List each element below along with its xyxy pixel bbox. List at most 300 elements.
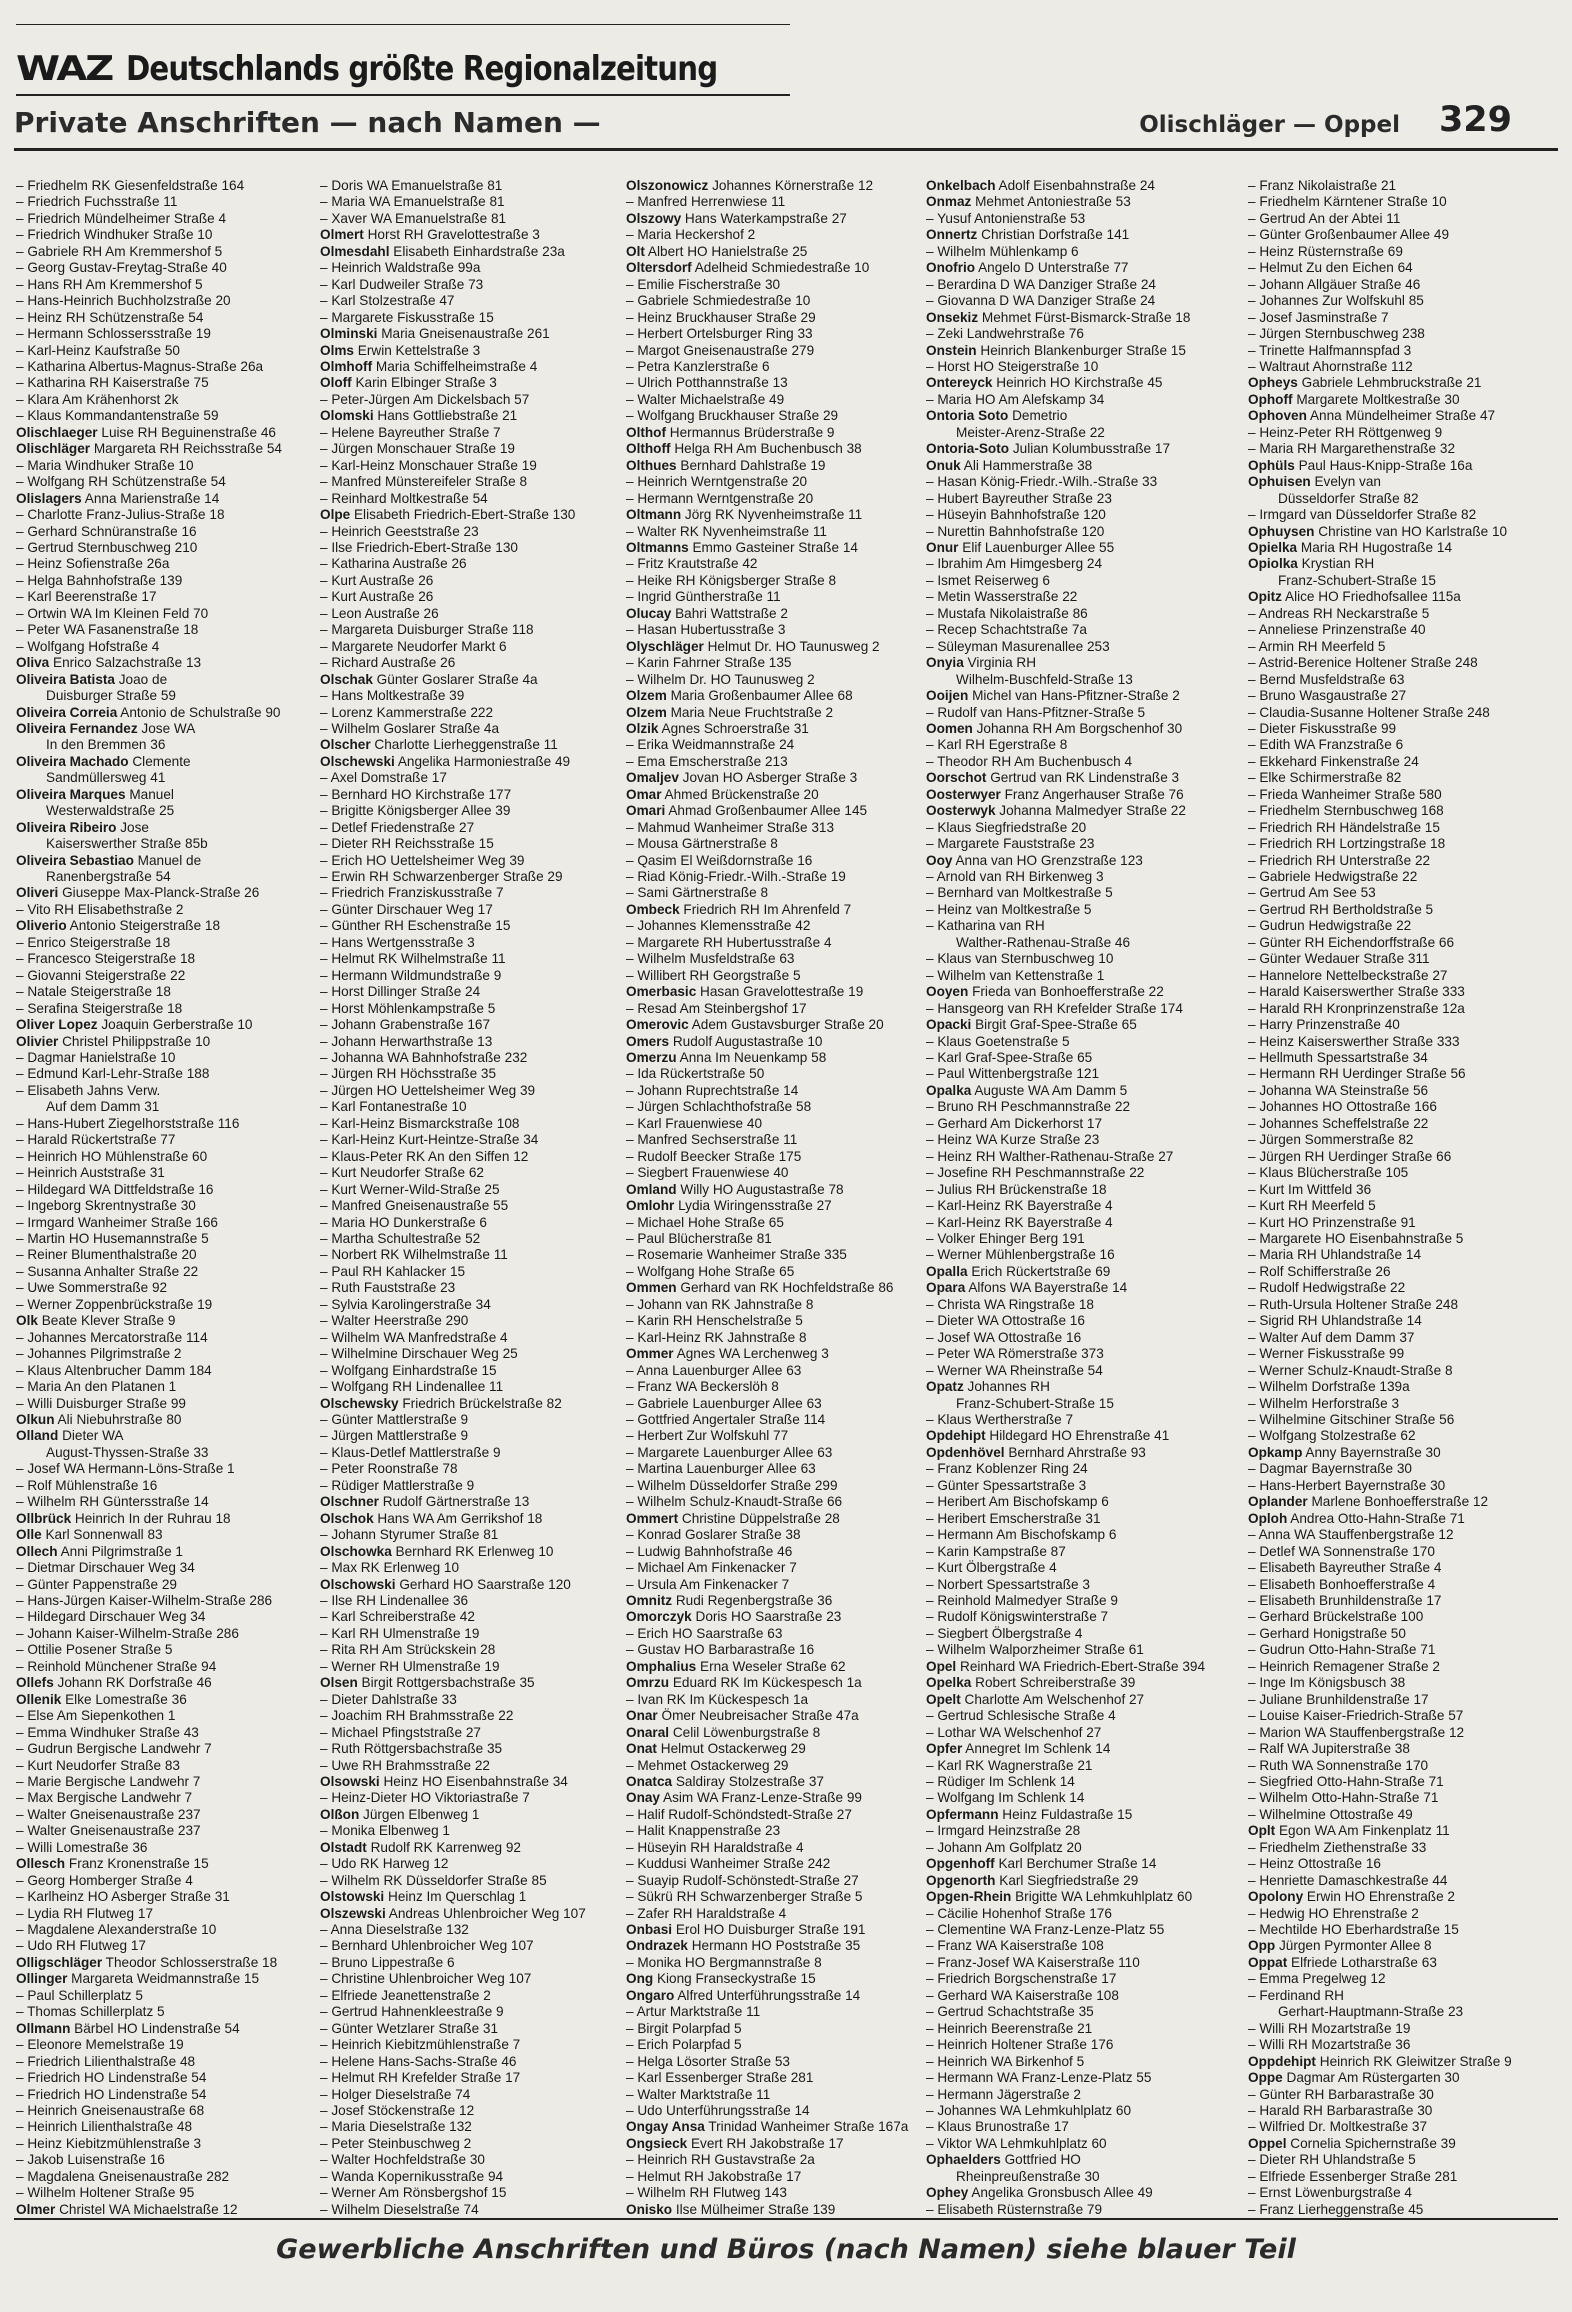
listing-entry: – Edith WA Franzstraße 6 <box>1248 737 1404 753</box>
listing-entry: – Margarete Fauststraße 23 <box>926 836 1095 852</box>
listing-entry: Opheys Gabriele Lehmbruckstraße 21 <box>1248 375 1482 391</box>
listing-entry: – Michael Pfingststraße 27 <box>320 1724 481 1740</box>
listing-entry: – Wilhelm Goslarer Straße 4a <box>320 720 500 736</box>
listing-entry: Opielka Maria RH Hugostraße 14 <box>1248 539 1452 555</box>
listing-entry: – Clementine WA Franz-Lenze-Platz 55 <box>926 1922 1165 1938</box>
listing-entry: Oliver Lopez Joaquin Gerberstraße 10 <box>16 1017 253 1033</box>
listing-entry: Oliveira Fernandez Jose WA <box>16 720 196 736</box>
listing-entry: Oliveira Sebastiao Manuel de <box>16 852 202 868</box>
listing-entry: – Manfred Gneisenaustraße 55 <box>320 1198 509 1214</box>
listing-entry: – Hüseyin RH Haraldstraße 4 <box>626 1839 804 1855</box>
listing-entry: – Heinrich Remagener Straße 2 <box>1248 1658 1440 1674</box>
listing-entry: Omerovic Adem Gustavsburger Straße 20 <box>626 1017 884 1033</box>
listing-entry: – Bernhard HO Kirchstraße 177 <box>320 786 512 802</box>
listing-entry: Ooyen Frieda van Bonhoefferstraße 22 <box>926 984 1164 1000</box>
listing-entry: – Friedrich Lilienthalstraße 48 <box>16 2053 196 2069</box>
listing-entry: – Jürgen Sternbuschweg 238 <box>1248 326 1425 342</box>
listing-entry: Ondrazek Hermann HO Poststraße 35 <box>626 1938 861 1954</box>
listing-entry: – Ottilie Posener Straße 5 <box>16 1642 173 1658</box>
listing-entry: Opgen-Rhein Brigitte WA Lehmkuhlplatz 60 <box>926 1889 1193 1905</box>
listing-entry: – Karl-Heinz Kurt-Heintze-Straße 34 <box>320 1132 539 1148</box>
listing-entry: – Waltraut Ahornstraße 112 <box>1248 358 1413 374</box>
listing-entry: – Uwe RH Brahmsstraße 22 <box>320 1757 490 1773</box>
listing-entry: – Halit Knappenstraße 23 <box>626 1823 781 1839</box>
listing-entry: – Ivan RK Im Kückespesch 1a <box>626 1691 809 1707</box>
listing-entry: – Thomas Schillerplatz 5 <box>16 2004 165 2020</box>
listing-entry: – Horst Dillinger Straße 24 <box>320 984 481 1000</box>
listing-entry: – Irmgard Heinzstraße 28 <box>926 1823 1081 1839</box>
listing-entry: – Heinz-Dieter HO Viktoriastraße 7 <box>320 1790 530 1806</box>
listing-entry: – Heinz WA Kurze Straße 23 <box>926 1132 1100 1148</box>
listing-entry: Opgenorth Karl Siegfriedstraße 29 <box>926 1872 1139 1888</box>
listing-entry: Oliva Enrico Salzachstraße 13 <box>16 655 202 671</box>
listing-entry: – Maria HO Am Alefskamp 34 <box>926 391 1105 407</box>
listing-entry: – Marie Bergische Landwehr 7 <box>16 1773 201 1789</box>
listing-entry: Omphalius Erna Weseler Straße 62 <box>626 1658 846 1674</box>
listing-entry: – Emma Pregelweg 12 <box>1248 1971 1386 1987</box>
listing-entry: Opara Alfons WA Bayerstraße 14 <box>926 1280 1128 1296</box>
listing-entry: Oliveira Machado Clemente <box>16 753 191 769</box>
listing-entry: Olligschläger Theodor Schlosserstraße 18 <box>16 1954 278 1970</box>
listing-entry: Olomski Hans Gottliebstraße 21 <box>320 408 518 424</box>
listing-entry: Oorschot Gertrud van RK Lindenstraße 3 <box>926 770 1180 786</box>
listing-entry: Onat Helmut Ostackerweg 29 <box>626 1741 806 1757</box>
listing-entry: – Rudolf Hedwigstraße 22 <box>1248 1280 1406 1296</box>
listing-entry: Oloff Karin Elbinger Straße 3 <box>320 375 497 391</box>
listing-entry: – Wilhelm Düsseldorfer Straße 299 <box>626 1477 838 1493</box>
listing-entry: – Klaus Siegfriedstraße 20 <box>926 819 1087 835</box>
listing-entry: – Hildegard Dirschauer Weg 34 <box>16 1609 206 1625</box>
listing-entry: – Manfred Sechserstraße 11 <box>626 1132 798 1148</box>
listing-entry: – Peter Roonstraße 78 <box>320 1461 458 1477</box>
listing-entry: – Volker Ehinger Berg 191 <box>926 1231 1085 1246</box>
listing-entry: – Christa WA Ringstraße 18 <box>926 1296 1094 1312</box>
listing-entry: – Heinz Kaiserswerther Straße 333 <box>1248 1033 1460 1049</box>
listing-entry: – Franz WA Beckerslöh 8 <box>626 1379 779 1395</box>
listing-entry: – Cäcilie Hohenhof Straße 176 <box>926 1905 1112 1921</box>
listing-entry: – Walter Auf dem Damm 37 <box>1248 1329 1415 1345</box>
listing-entry: – Helene Bayreuther Straße 7 <box>320 424 501 440</box>
listing-entry: – Heinrich Holtener Straße 176 <box>926 2037 1114 2053</box>
listing-entry: – Karl Graf-Spee-Straße 65 <box>926 1050 1093 1066</box>
listing-entry: – Doris WA Emanuelstraße 81 <box>320 178 503 193</box>
listing-entry: – Recep Schachtstraße 7a <box>926 622 1087 638</box>
listing-entry: – Harald RH Barbarastraße 30 <box>1248 2103 1433 2119</box>
listing-entry: – Margarete HO Eisenbahnstraße 5 <box>1248 1231 1464 1246</box>
listing-entry: – Erich HO Uettelsheimer Weg 39 <box>320 852 525 868</box>
listing-entry: Opp Jürgen Pyrmonter Allee 8 <box>1248 1938 1432 1954</box>
listing-entry: – Udo RK Harweg 12 <box>320 1856 449 1872</box>
listing-entry: Omerzu Anna Im Neuenkamp 58 <box>626 1050 827 1066</box>
listing-entry: – Erich HO Saarstraße 63 <box>626 1625 783 1641</box>
listing-entry: – Elisabeth Bayreuther Straße 4 <box>1248 1560 1442 1576</box>
listing-entry: – Resad Am Steinbergshof 17 <box>626 1000 807 1016</box>
listing-entry: – Friedrich Fuchsstraße 11 <box>16 194 178 210</box>
listing-entry: – Margareta Duisburger Straße 118 <box>320 622 534 638</box>
listing-entry: – Rüdiger Mattlerstraße 9 <box>320 1477 475 1493</box>
listing-entry: – Bruno Wasgaustraße 27 <box>1248 688 1407 704</box>
listing-entry: – Paul Wittenbergstraße 121 <box>926 1066 1100 1082</box>
listing-entry: – Kurt Austraße 26 <box>320 572 434 588</box>
listing-entry: – Klaus Goetenstraße 5 <box>926 1033 1070 1049</box>
listing-entry: – Wilhelm Walporzheimer Straße 61 <box>926 1642 1144 1658</box>
listing-entry: – Anna Dieselstraße 132 <box>320 1922 469 1938</box>
listing-entry: – Wilhelmine Gitschiner Straße 56 <box>1248 1411 1455 1427</box>
listing-entry: – Johann Kaiser-Wilhelm-Straße 286 <box>16 1625 239 1641</box>
listing-entry: Oosterwyer Franz Angerhauser Straße 76 <box>926 786 1184 802</box>
listing-entry: – Harald Rückertstraße 77 <box>16 1132 176 1148</box>
listing-entry: Onnertz Christian Dorfstraße 141 <box>926 227 1130 243</box>
listing-entry: Olpe Elisabeth Friedrich-Ebert-Straße 130 <box>320 507 576 523</box>
listing-entry: – Harry Prinzenstraße 40 <box>1248 1017 1400 1033</box>
listing-entry: – Werner WA Rheinstraße 54 <box>926 1362 1103 1378</box>
listing-entry: – Hermann WA Franz-Lenze-Platz 55 <box>926 2070 1152 2086</box>
listing-entry: – Gerhard Schnüranstraße 16 <box>16 523 197 539</box>
listing-entry: – Rüdiger Im Schlenk 14 <box>926 1773 1075 1789</box>
listing-entry: – Josef WA Hermann-Löns-Straße 1 <box>16 1461 235 1477</box>
listing-entry: – Kurt Neudorfer Straße 83 <box>16 1757 180 1773</box>
listing-entry: – Ruth Fauststraße 23 <box>320 1280 456 1296</box>
listing-entry: – Willi Duisburger Straße 99 <box>16 1395 186 1411</box>
listing-entry: – Karl-Heinz Bismarckstraße 108 <box>320 1115 520 1131</box>
listing-entry: – Günter RH Barbarastraße 30 <box>1248 2086 1434 2102</box>
listing-entry: – Anneliese Prinzenstraße 40 <box>1248 622 1426 638</box>
listing-entry: Oliveira Correia Antonio de Schulstraße 90 <box>16 704 281 720</box>
listing-entry: – Hermann Wildmundstraße 9 <box>320 967 502 983</box>
listing-entry: – Walter Michaelstraße 49 <box>626 391 785 407</box>
listing-entry: – Natale Steigerstraße 18 <box>16 984 171 1000</box>
listing-entry: Olsowski Heinz HO Eisenbahnstraße 34 <box>320 1773 568 1789</box>
listing-entry: Ong Kiong Franseckystraße 15 <box>626 1971 816 1987</box>
listing-entry: – Margarete Fiskusstraße 15 <box>320 309 494 325</box>
listing-entry: Oliveira Batista Joao de <box>16 671 168 687</box>
listing-entry: – Norbert Spessartstraße 3 <box>926 1576 1090 1592</box>
listing-entry: – Karl-Heinz RK Bayerstraße 4 <box>926 1198 1113 1214</box>
listing-entry: Onar Ömer Neubreisacher Straße 47a <box>626 1708 859 1724</box>
listing-entry: – Werner Schulz-Knaudt-Straße 8 <box>1248 1362 1453 1378</box>
listing-entry: – Ferdinand RH <box>1248 1987 1344 2003</box>
listing-entry: – Georg Gustav-Freytag-Straße 40 <box>16 260 227 276</box>
listing-entry: – Claudia-Susanne Holtener Straße 248 <box>1248 704 1490 720</box>
listing-entry: Olzem Maria Neue Fruchtstraße 2 <box>626 704 834 720</box>
listing-entry: – Josefine RH Peschmannstraße 22 <box>926 1165 1145 1181</box>
listing-entry: Ollmann Bärbel HO Lindenstraße 54 <box>16 2020 240 2036</box>
listing-entry: – Suayip Rudolf-Schönstedt-Straße 27 <box>626 1872 859 1888</box>
listing-entry: – Franz Koblenzer Ring 24 <box>926 1461 1088 1477</box>
listing-entry: Olzik Agnes Schroerstraße 31 <box>626 720 809 736</box>
listing-entry: – Hermann RH Uerdinger Straße 56 <box>1248 1066 1466 1082</box>
listing-entry: – Kurt Im Wittfeld 36 <box>1248 1181 1372 1197</box>
listing-entry: – Jakob Luisenstraße 16 <box>16 2152 165 2168</box>
listing-entry: – Margot Gneisenaustraße 279 <box>626 342 815 358</box>
listing-entry: Olislagers Anna Marienstraße 14 <box>16 490 220 506</box>
listing-entry: – Johannes Mercatorstraße 114 <box>16 1329 208 1345</box>
listing-entry: – Karl Schreiberstraße 42 <box>320 1609 475 1625</box>
listing-entry: – Michael Hohe Straße 65 <box>626 1214 784 1230</box>
listing-entry: – Lothar WA Welschenhof 27 <box>926 1724 1102 1740</box>
listing-entry: – Hasan König-Friedr.-Wilh.-Straße 33 <box>926 474 1158 490</box>
listing-entry: – Yusuf Antonienstraße 53 <box>926 210 1086 226</box>
listing-entry: – Heinrich RH Gustavstraße 2a <box>626 2152 815 2168</box>
listing-entry: Onkelbach Adolf Eisenbahnstraße 24 <box>926 178 1155 193</box>
listing-entry: – Gerhard WA Kaiserstraße 108 <box>926 1987 1119 2003</box>
listing-entry: – Dieter WA Ottostraße 16 <box>926 1313 1085 1329</box>
listing-entry: – Wilhelm RK Düsseldorfer Straße 85 <box>320 1872 547 1888</box>
listing-entry: – Dieter RH Uhlandstraße 5 <box>1248 2152 1416 2168</box>
listing-entry: – Lorenz Kammerstraße 222 <box>320 704 494 720</box>
masthead-rule <box>16 94 790 96</box>
listing-entry: – Margarete Lauenburger Allee 63 <box>626 1444 833 1460</box>
listing-entry: Omaljev Jovan HO Asberger Straße 3 <box>626 770 858 786</box>
listing-entry: – Dagmar Hanielstraße 10 <box>16 1050 176 1066</box>
listing-entry: – Klara Am Krähenhorst 2k <box>16 391 179 407</box>
listing-entry: Ongay Ansa Trinidad Wanheimer Straße 167a <box>626 2119 909 2135</box>
listing-entry: Ophaelders Gottfried HO <box>926 2152 1081 2168</box>
listing-entry: – Ernst Löwenburgstraße 4 <box>1248 2185 1412 2201</box>
listing-entry: – Karin RH Henschelstraße 5 <box>626 1313 803 1329</box>
listing-entry: – Maria RH Margarethenstraße 32 <box>1248 441 1456 457</box>
listing-entry: Olszowy Hans Waterkampstraße 27 <box>626 210 847 226</box>
listing-entry: – Sigrid RH Uhlandstraße 14 <box>1248 1313 1422 1329</box>
listing-entry: Oppat Elfriede Lotharstraße 63 <box>1248 1954 1437 1970</box>
listing-entry: – Wolfgang Hohe Straße 65 <box>626 1263 795 1279</box>
listing-entry: – Detlef WA Sonnenstraße 170 <box>1248 1543 1435 1559</box>
listing-entry: – Lydia RH Flutweg 17 <box>16 1905 154 1921</box>
listing-entry: – Reinhard Moltkestraße 54 <box>320 490 488 506</box>
listing-entry: – Ortwin WA Im Kleinen Feld 70 <box>16 605 209 621</box>
listing-entry: – Heinrich Lilienthalstraße 48 <box>16 2119 193 2135</box>
listing-entry: – Karl RH Egerstraße 8 <box>926 737 1068 753</box>
listing-entry: – Helga Lösorter Straße 53 <box>626 2053 790 2069</box>
listing-entry: Rheinpreußenstraße 30 <box>956 2168 1100 2184</box>
listing-entry: – Hans Moltkestraße 39 <box>320 688 465 704</box>
listing-entry: – Friedhelm RK Giesenfeldstraße 164 <box>16 178 245 193</box>
listing-entry: – Karin Fahrner Straße 135 <box>626 655 792 671</box>
listing-entry: – Josef Jasminstraße 7 <box>1248 309 1389 325</box>
listing-entry: – Elisabeth Rüsternstraße 79 <box>926 2201 1103 2217</box>
listing-entry: – Reinhold Münchener Straße 94 <box>16 1658 217 1674</box>
listing-entry: – Günter Pappenstraße 29 <box>16 1576 177 1592</box>
listing-entry: Olischläger Margareta RH Reichsstraße 54 <box>16 441 282 457</box>
listing-entry: – Hans-Jürgen Kaiser-Wilhelm-Straße 286 <box>16 1592 273 1608</box>
listing-entry: – Hansgeorg van RH Krefelder Straße 174 <box>926 1000 1183 1016</box>
listing-entry: – Siegbert Ölbergstraße 4 <box>926 1625 1083 1641</box>
listing-entry: – Kurt RH Meerfeld 5 <box>1248 1198 1376 1214</box>
listing-entry: – Günter RH Eichendorffstraße 66 <box>1248 934 1455 950</box>
listing-entry: – Walter Gneisenaustraße 237 <box>16 1823 201 1839</box>
listing-entry: – Norbert RK Wilhelmstraße 11 <box>320 1247 508 1263</box>
listing-entry: – Giovanni Steigerstraße 22 <box>16 967 186 983</box>
newspaper-tagline: Deutschlands größte Regionalzeitung <box>126 49 718 89</box>
listing-entry: – Dietmar Dirschauer Weg 34 <box>16 1560 195 1576</box>
listing-entry: – Hans Wertgensstraße 3 <box>320 934 475 950</box>
listing-entry: – Klaus Blücherstraße 105 <box>1248 1165 1409 1181</box>
listing-entry: – Peter WA Römerstraße 373 <box>926 1346 1104 1362</box>
listing-entry: Olyschläger Helmut Dr. HO Taunusweg 2 <box>626 638 880 654</box>
listing-entry: Oppe Dagmar Am Rüstergarten 30 <box>1248 2070 1460 2086</box>
listing-entry: – Klaus Altenbrucher Damm 184 <box>16 1362 212 1378</box>
listing-entry: – Astrid-Berenice Holtener Straße 248 <box>1248 655 1478 671</box>
listing-entry: – Wilhelm Musfeldstraße 63 <box>626 951 795 967</box>
listing-entry: – Ema Emscherstraße 213 <box>626 753 788 769</box>
listing-entry: – Else Am Siepenkothen 1 <box>16 1708 176 1724</box>
listing-entry: – Walter Heerstraße 290 <box>320 1313 469 1329</box>
listing-entry: – Hermann Jägerstraße 2 <box>926 2086 1081 2102</box>
listing-entry: Olle Karl Sonnenwall 83 <box>16 1527 163 1543</box>
listing-entry: Ommer Agnes WA Lerchenweg 3 <box>626 1346 829 1362</box>
listing-entry: Olthof Hermannus Brüderstraße 9 <box>626 424 835 440</box>
listing-entry: – Heike RH Königsberger Straße 8 <box>626 572 837 588</box>
listing-entry: – Heinz Sofienstraße 26a <box>16 556 170 572</box>
listing-entry: – Ekkehard Finkenstraße 24 <box>1248 753 1419 769</box>
listing-entry: Omari Ahmad Großenbaumer Allee 145 <box>626 803 868 819</box>
listing-entry: – Gerhard Brückelstraße 100 <box>1248 1609 1424 1625</box>
listing-entry: – Bernhard van Moltkestraße 5 <box>926 885 1113 901</box>
listing-entry: – Heinrich WA Birkenhof 5 <box>926 2053 1085 2069</box>
listing-entry: – Reiner Blumenthalstraße 20 <box>16 1247 197 1263</box>
listing-entry: – Peter Steinbuschweg 2 <box>320 2135 472 2151</box>
listing-entry: – Magdalena Gneisenaustraße 282 <box>16 2168 230 2184</box>
listing-entry: Oploh Andrea Otto-Hahn-Straße 71 <box>1248 1510 1465 1526</box>
listing-entry: – Kurt Ölbergstraße 4 <box>926 1560 1057 1576</box>
listing-entry: – Gertrud An der Abtei 11 <box>1248 210 1401 226</box>
listing-entry: – Metin Wasserstraße 22 <box>926 589 1078 605</box>
listing-entry: – Vito RH Elisabethstraße 2 <box>16 901 184 917</box>
listing-entry: – Gerhard Honigstraße 50 <box>1248 1625 1406 1641</box>
listing-entry: – Udo Unterführungsstraße 14 <box>626 2103 810 2119</box>
listing-entry: Ophüls Paul Haus-Knipp-Straße 16a <box>1248 457 1473 473</box>
listing-entry: – Karl Frauenwiese 40 <box>626 1115 763 1131</box>
listing-entry: Opiolka Krystian RH <box>1248 556 1375 572</box>
listing-entry: – Konrad Goslarer Straße 38 <box>626 1527 801 1543</box>
listing-entry: – Sükrü RH Schwarzenberger Straße 5 <box>626 1889 863 1905</box>
listing-entry: – Ruth Röttgersbachstraße 35 <box>320 1741 503 1757</box>
listing-entry: Onaral Celil Löwenburgstraße 8 <box>626 1724 821 1740</box>
listing-entry: Ophey Angelika Gronsbusch Allee 49 <box>926 2185 1153 2201</box>
listing-entry: – Jürgen Schlachthofstraße 58 <box>626 1099 812 1115</box>
listing-entry: – Manfred Münstereifeler Straße 8 <box>320 474 528 490</box>
listing-entry: Olschowski Gerhard HO Saarstraße 120 <box>320 1576 571 1592</box>
listing-entry: – Mehmet Ostackerweg 29 <box>626 1757 789 1773</box>
page-number: 329 <box>1438 100 1512 140</box>
listing-entry: – Günther RH Eschenstraße 15 <box>320 918 511 934</box>
listing-entry: – Ludwig Bahnhofstraße 46 <box>626 1543 793 1559</box>
listing-entry: – Gudrun Bergische Landwehr 7 <box>16 1741 212 1757</box>
listing-entry: In den Bremmen 36 <box>46 737 166 753</box>
listing-entry: – Friedrich RH Lortzingstraße 18 <box>1248 836 1446 852</box>
listing-entry: – Werner Zoppenbrückstraße 19 <box>16 1296 213 1312</box>
listing-entry: – Klaus-Detlef Mattlerstraße 9 <box>320 1444 501 1460</box>
listing-entry: – Maria An den Platanen 1 <box>16 1379 177 1395</box>
listing-entry: – Johann Herwarthstraße 13 <box>320 1033 493 1049</box>
listing-entry: – Bruno RH Peschmannstraße 22 <box>926 1099 1131 1115</box>
listing-entry: Olmhoff Maria Schiffelheimstraße 4 <box>320 358 538 374</box>
listing-entry: – Gerhard Am Dickerhorst 17 <box>926 1115 1103 1131</box>
listing-entry: Onur Elif Lauenburger Allee 55 <box>926 539 1115 555</box>
listing-entry: – Hermann Werntgenstraße 20 <box>626 490 814 506</box>
listing-entry: Olschak Günter Goslarer Straße 4a <box>320 671 538 687</box>
listing-entry: – Friedrich Mündelheimer Straße 4 <box>16 210 227 226</box>
listing-entry: – Jürgen Sommerstraße 82 <box>1248 1132 1414 1148</box>
listing-entry: – Julius RH Brückenstraße 18 <box>926 1181 1107 1197</box>
listing-entry: – Ilse Friedrich-Ebert-Straße 130 <box>320 539 518 555</box>
listing-entry: – Friedrich Borgschenstraße 17 <box>926 1971 1117 1987</box>
listing-entry: – Petra Kanzlerstraße 6 <box>626 358 770 374</box>
listing-entry: Onyia Virginia RH <box>926 655 1037 671</box>
listing-entry: – Hans RH Am Kremmershof 5 <box>16 276 203 292</box>
listing-entry: – Karl RK Wagnerstraße 21 <box>926 1757 1093 1773</box>
listing-entry: – Süleyman Masurenallee 253 <box>926 638 1110 654</box>
listing-entry: – Joachim RH Brahmsstraße 22 <box>320 1708 514 1724</box>
listing-entry: Olschner Rudolf Gärtnerstraße 13 <box>320 1494 530 1510</box>
listing-entry: – Walter Hochfeldstraße 30 <box>320 2152 485 2168</box>
newspaper-logo: WAZ <box>16 49 113 89</box>
listing-entry: Onmaz Mehmet Antoniestraße 53 <box>926 194 1131 210</box>
listing-entry: – Karin Kampstraße 87 <box>926 1543 1066 1559</box>
listing-entry: – Paul Schillerplatz 5 <box>16 1987 143 2003</box>
listing-entry: – Ida Rückertstraße 50 <box>626 1066 765 1082</box>
listing-entry: – Henriette Damaschkestraße 44 <box>1248 1872 1448 1888</box>
listing-entry: – Johann Ruprechtstraße 14 <box>626 1082 799 1098</box>
listing-entry: Ontoria Soto Demetrio <box>926 408 1068 424</box>
listing-entry: – Klaus Kommandantenstraße 59 <box>16 408 219 424</box>
listing-entry: Meister-Arenz-Straße 22 <box>956 424 1105 440</box>
listing-entry: Opel Reinhard WA Friedrich-Ebert-Straße 394 <box>926 1658 1206 1674</box>
listing-entry: Ommert Christine Düppelstraße 28 <box>626 1510 840 1526</box>
listing-entry: – Rolf Schifferstraße 26 <box>1248 1263 1391 1279</box>
listing-entry: Olthoff Helga RH Am Buchenbusch 38 <box>626 441 862 457</box>
footer-rule <box>14 2218 1558 2220</box>
listing-entry: – Günter Dirschauer Weg 17 <box>320 901 493 917</box>
listing-entry: – Hans-Hubert Ziegelhorststraße 116 <box>16 1115 240 1131</box>
listing-entry: – Juliane Brunhildenstraße 17 <box>1248 1691 1429 1707</box>
listing-entry: – Giovanna D WA Danziger Straße 24 <box>926 293 1156 309</box>
listing-entry: – Uwe Sommerstraße 92 <box>16 1280 168 1296</box>
listing-entry: – Wilhelmine Dirschauer Weg 25 <box>320 1346 518 1362</box>
listing-entry: Opgenhoff Karl Berchumer Straße 14 <box>926 1856 1157 1872</box>
listing-entry: – Dieter Dahlstraße 33 <box>320 1691 457 1707</box>
listing-entry: – Martina Lauenburger Allee 63 <box>626 1461 816 1477</box>
listing-entry: – Rosemarie Wanheimer Straße 335 <box>626 1247 847 1263</box>
listing-entry: Auf dem Damm 31 <box>46 1099 160 1115</box>
listing-entry: – Karl-Heinz Monschauer Straße 19 <box>320 457 537 473</box>
listing-entry: Opalka Auguste WA Am Damm 5 <box>926 1082 1128 1098</box>
listing-entry: Onstein Heinrich Blankenburger Straße 15 <box>926 342 1186 358</box>
listing-entry: – Franz WA Kaiserstraße 108 <box>926 1938 1104 1954</box>
listing-entry: – Xaver WA Emanuelstraße 81 <box>320 210 507 226</box>
listing-entry: – Johanna WA Steinstraße 56 <box>1248 1082 1429 1098</box>
listing-entry: – Karl-Heinz RK Bayerstraße 4 <box>926 1214 1113 1230</box>
listing-entry: Opacki Birgit Graf-Spee-Straße 65 <box>926 1017 1137 1033</box>
listing-entry: – Harald RH Kronprinzenstraße 12a <box>1248 1000 1465 1016</box>
listing-entry: Oomen Johanna RH Am Borgschenhof 30 <box>926 720 1183 736</box>
name-range: Olischläger — Oppel <box>1139 112 1400 138</box>
listing-entry: – Bernd Musfeldstraße 63 <box>1248 671 1405 687</box>
listing-entry: – Axel Domstraße 17 <box>320 770 447 786</box>
listing-entry: – Heinz Bruckhauser Straße 29 <box>626 309 816 325</box>
listing-entry: – Wilhelm RH Flutweg 143 <box>626 2185 787 2201</box>
listing-entry: – Hermann Am Bischofskamp 6 <box>926 1527 1117 1543</box>
listing-entry: – Viktor WA Lehmkuhlplatz 60 <box>926 2135 1107 2151</box>
listing-entry: Opdenhövel Bernhard Ahrstraße 93 <box>926 1444 1146 1460</box>
listing-entry: – Maria HO Dunkerstraße 6 <box>320 1214 487 1230</box>
listing-entry: Olscher Charlotte Lierheggenstraße 11 <box>320 737 558 753</box>
listing-entry: – Hedwig HO Ehrenstraße 2 <box>1248 1905 1419 1921</box>
listing-entry: – Jürgen Monschauer Straße 19 <box>320 441 515 457</box>
listing-entry: – Karl Fontanestraße 10 <box>320 1099 467 1115</box>
listing-entry: – Inge Im Königsbusch 38 <box>1248 1675 1406 1691</box>
listing-entry: Opkamp Anny Bayernstraße 30 <box>1248 1444 1441 1460</box>
